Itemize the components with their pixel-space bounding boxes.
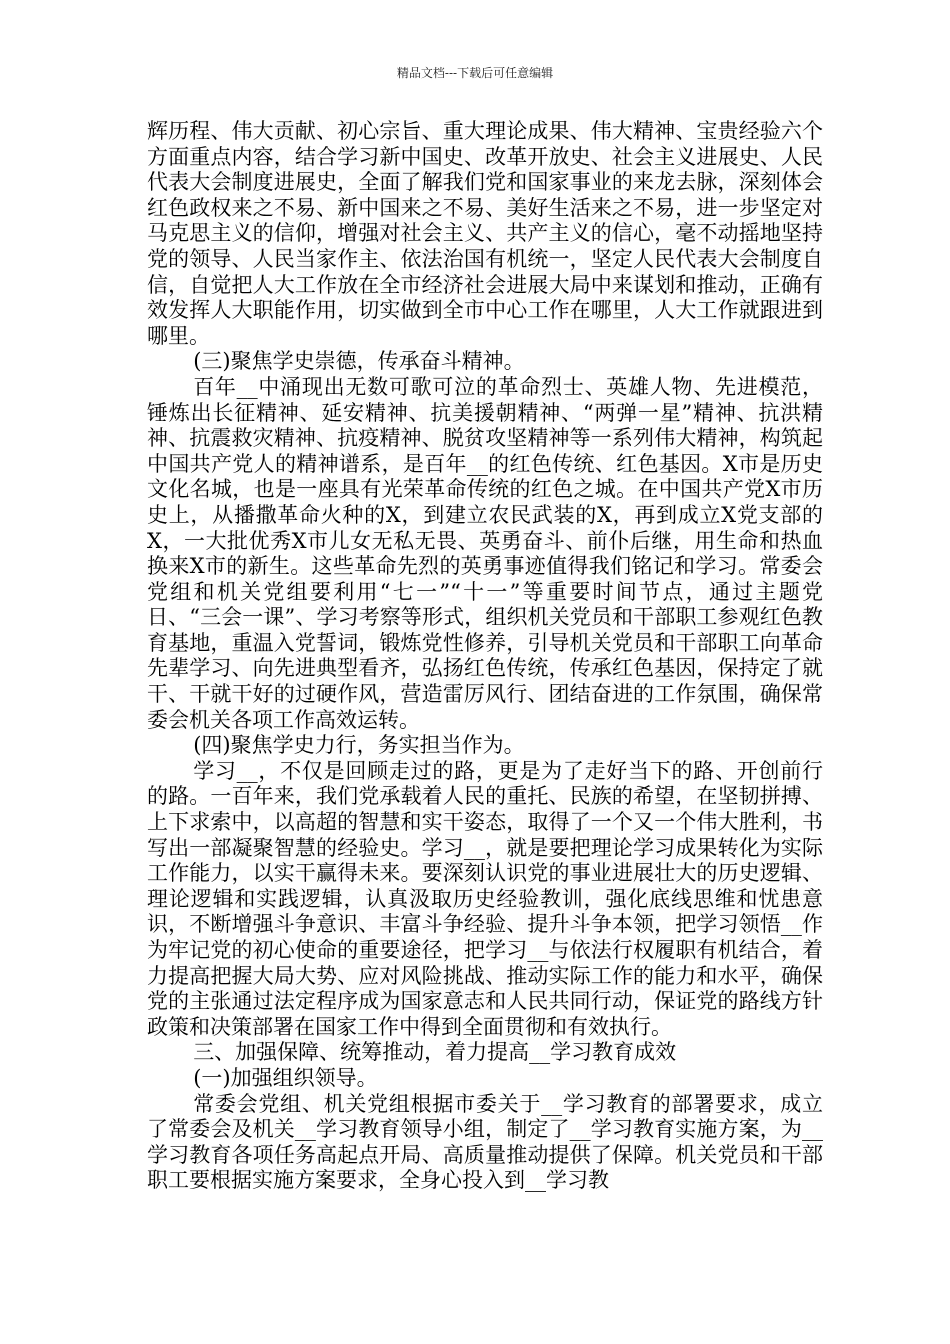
section-heading-3: (三)聚焦学史崇德，传承奋斗精神。	[193, 349, 525, 374]
section-heading-1: (一)加强组织领导。	[193, 1065, 378, 1090]
paragraph: 常委会党组、机关党组根据市委关于__学习教育的部署要求，成立了常委会及机关__学习教育领导小组，制定了__学习教育实施方案，为__学习教育各项任务高起点开局、高质量推动提供了保障。机关党员和干部职工要根据实施方案要求，全身心投入到__学习教	[147, 1091, 823, 1193]
chapter-heading: 三、加强保障、统筹推动，着力提高__学习教育成效	[193, 1040, 677, 1065]
paragraph: 百年__中涌现出无数可歌可泣的革命烈士、英雄人物、先进模范，锤炼出长征精神、延安精神、抗美援朝精神、“两弹一星”精神、抗洪精神、抗震救灾精神、抗疫精神、脱贫攻坚精神等一系列伟大精神，构筑起中国共产党人的精神谱系，是百年__的红色传统、红色基因。X市是历史文化名城，也是一座具有光荣革命传统的红色之城。在中国共产党X市历史上，从播撒革命火种的X，到建立农民武装的X，再到成立X党支部的X，一大批优秀X市儿女无私无畏、英勇奋斗、前仆后继，用生命和热血换来X市的新生。这些革命先烈的英勇事迹值得我们铭记和学习。常委会党组和机关党组要利用“七一”“十一”等重要时间节点，通过主题党日、“三会一课”、学习考察等形式，组织机关党员和干部职工参观红色教育基地，重温入党誓词，锻炼党性修养，引导机关党员和干部职工向革命先辈学习、向先进典型看齐，弘扬红色传统，传承红色基因，保持定了就干、干就干好的过硬作风，营造雷厉风行、团结奋进的工作氛围，确保常委会机关各项工作高效运转。	[147, 374, 823, 732]
paragraph: 学习__，不仅是回顾走过的路，更是为了走好当下的路、开创前行的路。一百年来，我们党承载着人民的重托、民族的希望，在坚韧拼搏、上下求索中，以高超的智慧和实干姿态，取得了一个又一个伟大胜利，书写出一部凝聚智慧的经验史。学习__，就是要把理论学习成果转化为实际工作能力，以实干赢得未来。要深刻认识党的事业进展壮大的历史逻辑、理论逻辑和实践逻辑，认真汲取历史经验教训，强化底线思维和忧患意识，不断增强斗争意识、丰富斗争经验、提升斗争本领，把学习领悟__作为牢记党的初心使命的重要途径，把学习__与依法行权履职有机结合，着力提高把握大局大势、应对风险挑战、推动实际工作的能力和水平，确保党的主张通过法定程序成为国家意志和人民共同行动，保证党的路线方针政策和决策部署在国家工作中得到全面贯彻和有效执行。	[147, 758, 823, 1039]
page-header: 精品文档---下载后可任意编辑	[396, 66, 554, 80]
paragraph-continued: 辉历程、伟大贡献、初心宗旨、重大理论成果、伟大精神、宝贵经验六个方面重点内容，结合学习新中国史、改革开放史、社会主义进展史、人民代表大会制度进展史，全面了解我们党和国家事业的来龙去脉，深刻体会红色政权来之不易、新中国来之不易、美好生活来之不易，进一步坚定对马克思主义的信仰，增强对社会主义、共产主义的信心，毫不动摇地坚持党的领导、人民当家作主、依法治国有机统一，坚定人民代表大会制度自信，自觉把人大工作放在全市经济社会进展大局中来谋划和推动，正确有效发挥人大职能作用，切实做到全市中心工作在哪里，人大工作就跟进到哪里。	[147, 119, 823, 348]
document-body	[147, 119, 823, 1194]
section-heading-4: (四)聚焦学史力行，务实担当作为。	[193, 733, 525, 758]
